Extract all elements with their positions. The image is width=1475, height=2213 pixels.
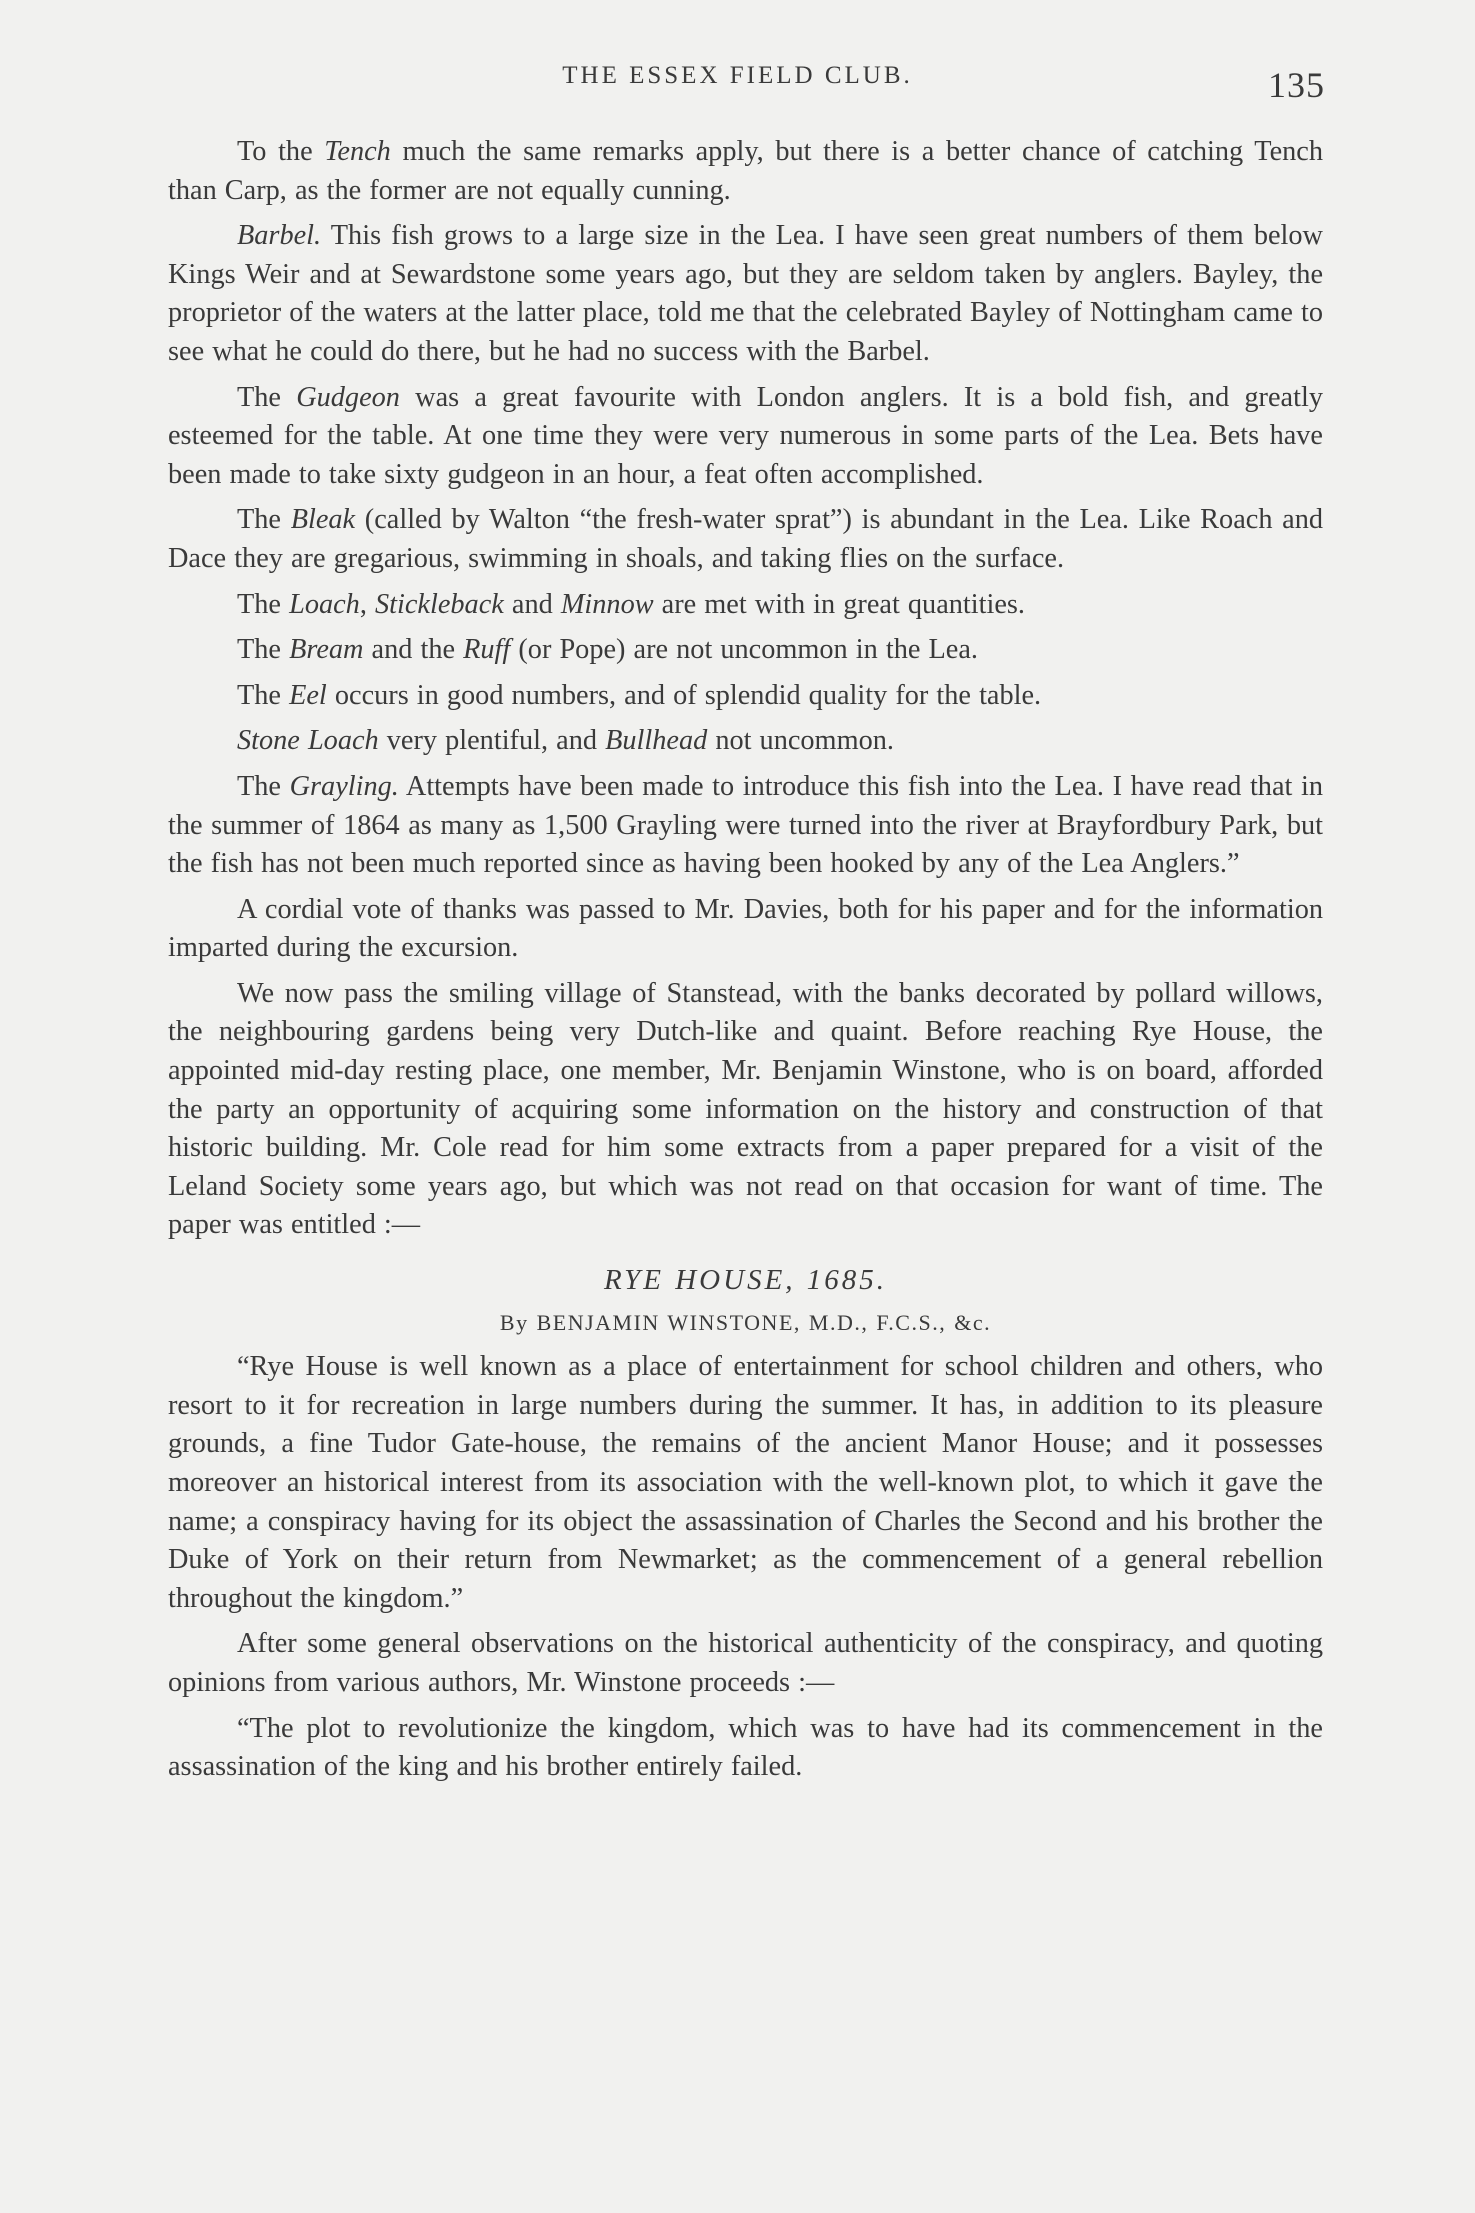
paragraph-barbel: Barbel. This fish grows to a large size in the Lea. I have seen great numbers of them below Kings Weir and at Sewardstone some years ago, but they are seldom taken by anglers. Bayley, the proprietor of the waters at the latter place, told me that the celebrated Bayley of Nottingham came to see what he could do there, but he had no success with the Barbel.: [168, 220, 1323, 367]
paragraph-bream: The Bream and the Ruff (or Pope) are not uncommon in the Lea.: [237, 634, 978, 666]
paragraph-eel: The Eel occurs in good numbers, and of splendid quality for the table.: [237, 679, 1042, 711]
paragraph-tench: To the Tench much the same remarks apply, but there is a better chance of catching Tench than Carp, as the former are not equally cunning.: [168, 136, 1323, 206]
paragraph-bleak: The Bleak (called by Walton “the fresh-water sprat”) is abundant in the Lea. Like Roach and Dace they are gregarious, swimming in shoals, and taking flies on the surface.: [168, 504, 1324, 574]
paragraph-stone-loach: Stone Loach very plentiful, and Bullhead not uncommon.: [237, 725, 894, 757]
paragraph-rye-house-quote: “Rye House is well known as a place of entertainment for school children and others, who resort to it for recreation in large numbers during the summer. It has, in addition to its pleasure grounds, a fine Tudor Gate-house, the remains of the ancient Manor House; and it possesses moreover an historical interest from its association with the well-known plot, to which it gave the name; a conspiracy having for its object the assassination of Charles the Second and his brother the Duke of York on their return from Newmarket; as the commencement of a general rebellion throughout the kingdom.”: [168, 1351, 1323, 1614]
paragraph-plot-quote: “The plot to revolutionize the kingdom, which was to have had its commencement in the assassination of the king and his brother entirely failed.: [168, 1712, 1323, 1783]
paragraph-loach: The Loach, Stickleback and Minnow are met with in great quantities.: [237, 588, 1025, 620]
page-number: 135: [1268, 65, 1325, 105]
paragraph-stanstead: We now pass the smiling village of Stanstead, with the banks decorated by pollard willows, the neighbouring gardens being very Dutch-like and quaint. Before reaching Rye House, the appointed mid-day resting place, one member, Mr. Benjamin Winstone, who is on board, afforded the party an opportunity of acquiring some information on the history and construction of that historic building. Mr. Cole read for him some extracts from a paper prepared for a visit of the Leland Society some years ago, but which was not read on that occasion for want of time. The paper was entitled :—: [168, 977, 1323, 1241]
paragraph-grayling: The Grayling. Attempts have been made to introduce this fish into the Lea. I have read that in the summer of 1864 as many as 1,500 Grayling were turned into the river at Brayfordbury Park, but the fish has not been much reported since as having been hooked by any of the Lea Anglers.”: [168, 770, 1323, 880]
paragraph-gudgeon: The Gudgeon was a great favourite with London anglers. It is a bold fish, and greatly esteemed for the table. At one time they were very numerous in some parts of the Lea. Bets have been made to take sixty gudgeon in an hour, a feat often accomplished.: [168, 381, 1323, 490]
section-byline: By BENJAMIN WINSTONE, M.D., F.C.S., &c.: [499, 1309, 992, 1335]
body-text: [168, 133, 1323, 1794]
paragraph-observations: After some general observations on the historical authenticity of the conspiracy, and quoting opinions from various authors, Mr. Winstone proceeds :—: [168, 1628, 1323, 1698]
paragraph-vote-of-thanks: A cordial vote of thanks was passed to Mr. Davies, both for his paper and for the information imparted during the excursion.: [168, 893, 1323, 964]
section-title: RYE HOUSE, 1685.: [603, 1264, 888, 1297]
running-title: THE ESSEX FIELD CLUB.: [562, 62, 913, 89]
